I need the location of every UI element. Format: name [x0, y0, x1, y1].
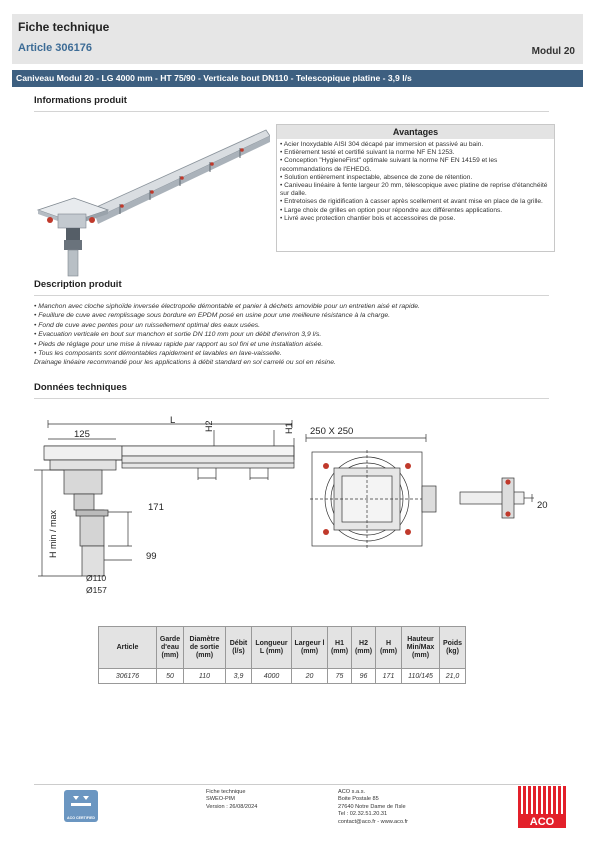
- advantages-list: [277, 139, 554, 225]
- advantage-item: • Caniveau linéaire à fente largeur 20 mm, télescopique avec platine de reprise d'étanchéité sur dalle.: [280, 182, 551, 198]
- col-header: H2 (mm): [352, 627, 376, 669]
- model-name: Modul 20: [531, 46, 575, 57]
- aco-logo-text: ACO: [529, 816, 555, 828]
- table-cell: 20: [292, 669, 328, 684]
- table-header-row: [99, 627, 466, 669]
- col-header: Hauteur Min/Max (mm): [402, 627, 440, 669]
- description-item: Drainage linéaire recommandé pour les applications à débit standard en sol carrelé ou sol en résine.: [34, 359, 336, 367]
- table-cell: 50: [157, 669, 184, 684]
- description-item: • Feuillure de cuve avec remplissage sous bordure en EPDM posé en usine pour une meilleure résistance à la charge.: [34, 311, 554, 320]
- description-item: • Evacuation verticale en bout sur manchon et sortie DN 110 mm pour un débit d'environ 3,9 l/s.: [34, 330, 554, 339]
- advantage-item: • Large choix de grilles en option pour répondre aux différentes applications.: [280, 207, 551, 215]
- description-item: • Manchon avec cloche siphoïde inversée électropolie démontable et panier à déchets amovible pour un entretien aisé et rapide.: [34, 302, 554, 311]
- section-technical-rule: [34, 398, 549, 399]
- dim-20: 20: [537, 500, 548, 511]
- technical-drawing: [34, 410, 564, 610]
- dim-diam157: Ø157: [86, 585, 107, 595]
- dim-l: L: [170, 415, 176, 426]
- advantages-title: Avantages: [277, 125, 554, 139]
- article-number: Article 306176: [18, 42, 92, 54]
- drain-icon: [64, 790, 98, 812]
- footer-rule: [34, 784, 561, 785]
- footer-company-line: Boite Postale 85: [338, 796, 379, 803]
- footer-doc-info: [206, 789, 257, 811]
- description-item: • Tous les composants sont démontables rapidement et lavables en lave-vaisselle.: [34, 349, 554, 358]
- footer-company-line: ACO s.a.s.: [338, 789, 366, 795]
- dim-125: 125: [74, 429, 90, 440]
- table-cell: 96: [352, 669, 376, 684]
- dim-171: 171: [148, 502, 164, 513]
- dim-250x250: 250 X 250: [310, 426, 354, 437]
- dim-99: 99: [146, 551, 157, 562]
- advantage-item: • Acier Inoxydable AISI 304 décapé par immersion et passivé au bain.: [280, 141, 551, 149]
- footer-company-info: [338, 789, 408, 826]
- table-cell: 110: [184, 669, 226, 684]
- badge-label: ACO CERTIFIED: [67, 816, 95, 820]
- description-list: [34, 302, 554, 368]
- footer-company-line: 27640 Notre Dame de l'Isle: [338, 803, 406, 810]
- table-cell: 306176: [99, 669, 157, 684]
- product-title-bar: Caniveau Modul 20 - LG 4000 mm - HT 75/90 - Verticale bout DN110 - Telescopique platine - 3,9 l/s: [12, 70, 583, 87]
- footer-doc-line: Fiche technique: [206, 789, 246, 795]
- advantage-item: • Entièrement testé et certifié suivant la norme NF EN 1253.: [280, 149, 551, 157]
- advantage-item: • Conception "HygieneFirst" optimale suivant la norme NF EN 14159 et les recommandations de l'EHEDG.: [280, 157, 551, 173]
- advantage-item: • Solution entièrement inspectable, absence de zone de rétention.: [280, 174, 551, 182]
- dim-h-minmax: H min / max: [48, 509, 58, 558]
- table-cell: 3,9: [226, 669, 252, 684]
- document-title: Fiche technique: [18, 20, 110, 34]
- description-item: • Pieds de réglage pour une mise à niveau rapide par rapport au sol fini et une installation aisée.: [34, 340, 554, 349]
- col-header: Débit (l/s): [226, 627, 252, 669]
- section-info-rule: [34, 111, 549, 112]
- table-row: [99, 669, 466, 684]
- col-header: Diamètre de sortie (mm): [184, 627, 226, 669]
- dim-h2: H2: [204, 420, 214, 432]
- footer-doc-line: SWEO-PIM: [206, 796, 235, 803]
- footer-doc-line: Version : 26/08/2024: [206, 803, 258, 810]
- product-image: [30, 122, 270, 278]
- section-description-title: Description produit: [34, 279, 122, 290]
- header: [12, 14, 583, 64]
- table-cell: 21,0: [440, 669, 466, 684]
- footer-company-line: contact@aco.fr - www.aco.fr: [338, 818, 409, 825]
- certified-badge: [64, 790, 98, 822]
- dim-h1: H1: [284, 422, 294, 434]
- col-header: Poids (kg): [440, 627, 466, 669]
- table-cell: 171: [376, 669, 402, 684]
- section-technical-title: Données techniques: [34, 382, 127, 393]
- spec-table: [98, 626, 466, 684]
- section-description-rule: [34, 295, 549, 296]
- aco-logo: [518, 786, 566, 828]
- col-header: Largeur l (mm): [292, 627, 328, 669]
- col-header: H1 (mm): [328, 627, 352, 669]
- col-header: Garde d'eau (mm): [157, 627, 184, 669]
- table-cell: 4000: [252, 669, 292, 684]
- description-item: • Fond de cuve avec pentes pour un ruissellement optimal des eaux usées.: [34, 321, 554, 330]
- section-info-title: Informations produit: [34, 95, 127, 106]
- dim-diam110: Ø110: [86, 573, 107, 583]
- advantages-box: [276, 124, 555, 252]
- col-header: Article: [99, 627, 157, 669]
- table-cell: 110/145: [402, 669, 440, 684]
- advantage-item: • Entretoises de rigidification à casser après scellement et avant mise en place de la grille.: [280, 198, 551, 206]
- advantage-item: • Livré avec protection chantier bois et accessoires de pose.: [280, 215, 551, 223]
- col-header: H (mm): [376, 627, 402, 669]
- footer-company-line: Tel : 02.32.51.20.31: [338, 811, 388, 818]
- table-cell: 75: [328, 669, 352, 684]
- col-header: Longueur L (mm): [252, 627, 292, 669]
